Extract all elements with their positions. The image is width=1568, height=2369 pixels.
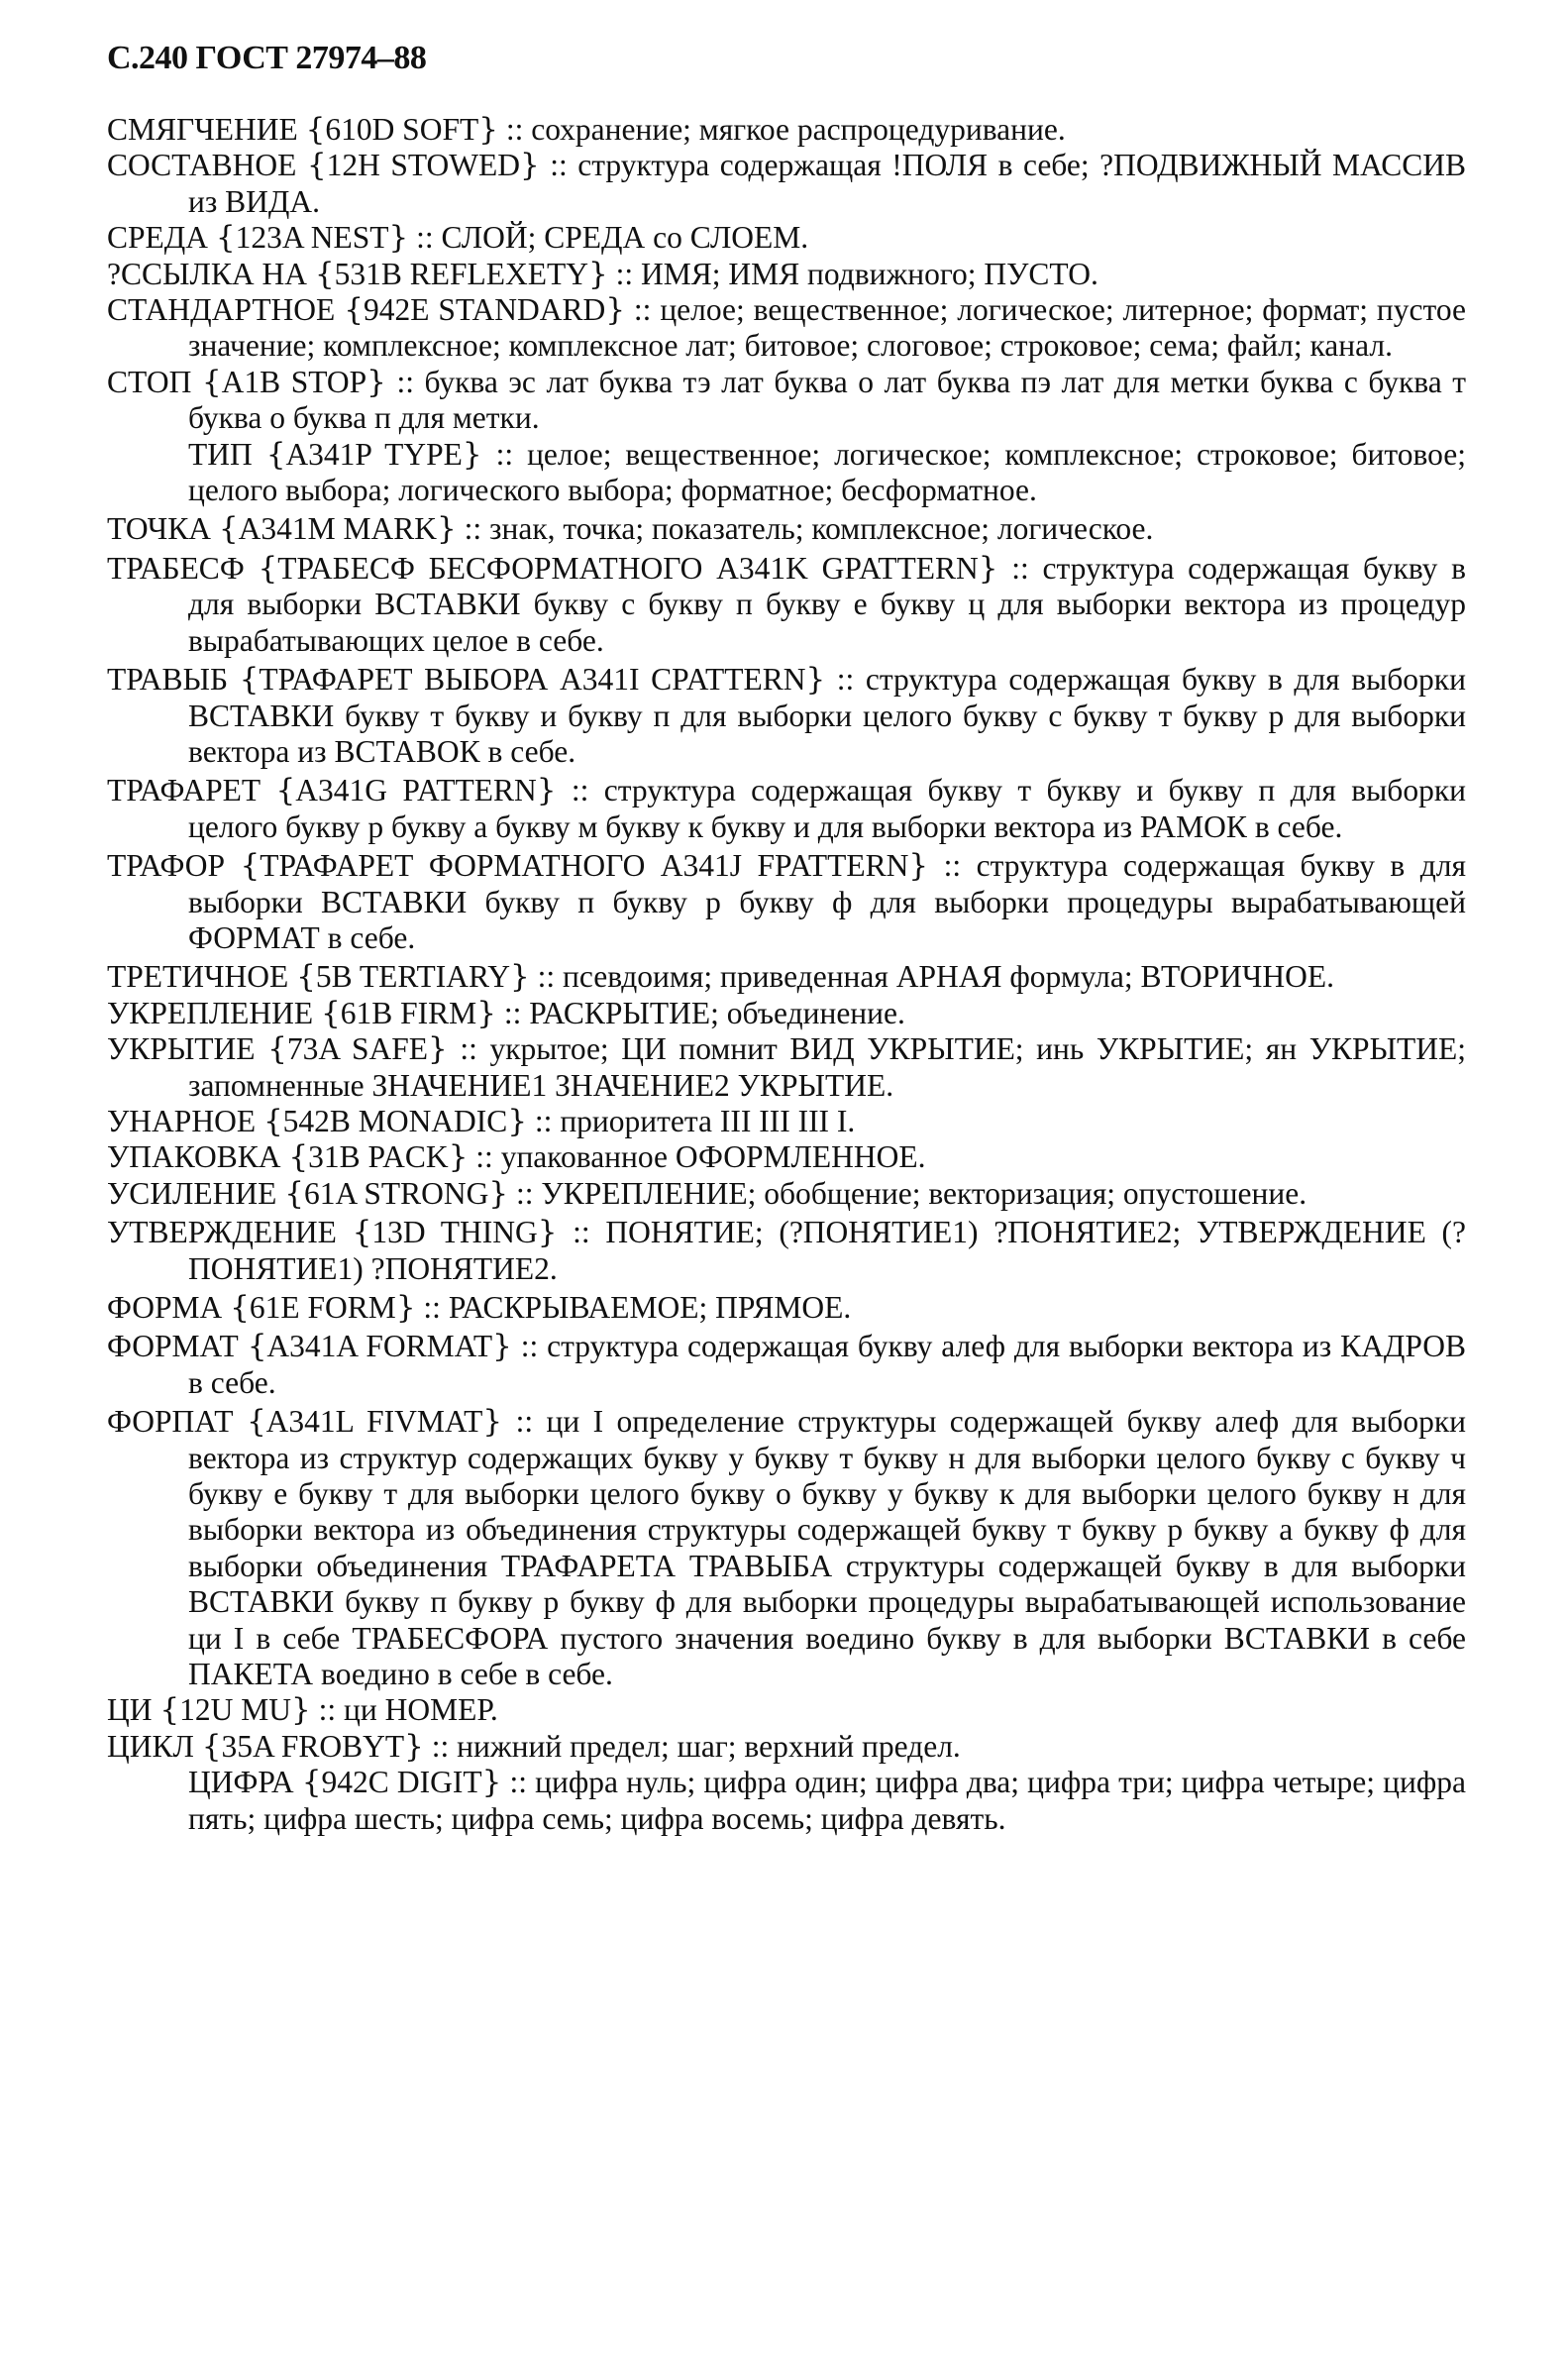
entry-term: ФОРМАТ <box>107 1329 239 1364</box>
entry-term: ТРАВЫБ <box>107 662 229 698</box>
entry-term: УКРЫТИЕ <box>107 1031 256 1067</box>
entry-term: УКРЕПЛЕНИЕ <box>107 995 314 1030</box>
entry-definition: РАСКРЫТИЕ; объединение. <box>529 995 905 1030</box>
glossary-entry: УПАКОВКА {31B PACK} :: упакованное ОФОРМЛЕННОЕ. <box>107 1139 926 1176</box>
entry-ref: 61E FORM <box>249 1290 396 1325</box>
glossary-entry: ТОЧКА {A341M MARK} :: знак, точка; показатель; комплексное; логическое. <box>107 511 1154 548</box>
entry-ref: A341L FIVMAT <box>265 1404 483 1440</box>
glossary-entry: ФОРПАТ {A341L FIVMAT} :: ци I определение структуры содержащей букву алеф для выборки вектора из структур содержащих букву у букву т букву н для выборки целого букву с букву ч букву е букву т для выборки целого букву о букву у букву к для выборки целого букву н для выборки вектора из объединения структуры содержащей букву т букву р букву а букву ф для выборки объединения ТРАФАРЕТА ТРАВЫБА структуры содержащей букву в для выборки ВСТАВКИ букву п букву р букву ф для выборки процедуры вырабатывающей использование ци I в себе ТРАБЕСФОРА пустого значения воедино букву в для выборки ВСТАВКИ в себе ПАКЕТА воедино в себе в себе. <box>107 1404 1466 1692</box>
entry-ref: A341A FORMAT <box>266 1329 493 1364</box>
glossary-entry: ФОРМАТ {A341A FORMAT} :: структура содержащая букву алеф для выборки вектора из КАДРОВ в себе. <box>107 1329 1467 1400</box>
entry-definition: ИМЯ; ИМЯ подвижного; ПУСТО. <box>640 256 1098 291</box>
entry-ref: 5B TERTIARY <box>315 959 510 995</box>
entry-ref: A341P TYPE <box>285 436 463 472</box>
entry-definition: целое; вещественное; логическое; литерное; формат; пустое значение; комплексное; комплексное лат; битовое; слоговое; строковое; сема; файл; канал. <box>188 292 1466 364</box>
entry-term: СОСТАВНОЕ <box>107 148 297 183</box>
entry-term: ЦИФРА <box>188 1765 294 1800</box>
entry-ref: 61A STRONG <box>304 1175 489 1211</box>
glossary-entry: УТВЕРЖДЕНИЕ {13D THING} :: ПОНЯТИЕ; (?ПОНЯТИЕ1) ?ПОНЯТИЕ2; УТВЕРЖДЕНИЕ (?ПОНЯТИЕ1) ?ПОНЯТИЕ2. <box>107 1215 1466 1286</box>
entry-term: ТРАФОР <box>107 848 226 884</box>
entry-ref: ТРАБЕСФ БЕСФОРМАТНОГО A341K GPATTERN <box>277 550 979 586</box>
entry-ref: A341M MARK <box>238 511 438 547</box>
entry-ref: 13D THING <box>371 1215 538 1250</box>
entry-ref: 610D SOFT <box>325 112 479 147</box>
glossary-entry: УСИЛЕНИЕ {61A STRONG} :: УКРЕПЛЕНИЕ; обобщение; векторизация; опустошение. <box>107 1175 1307 1212</box>
entry-term: УНАРНОЕ <box>107 1103 257 1138</box>
entry-definition: знак, точка; показатель; комплексное; логическое. <box>489 511 1154 547</box>
entry-definition: упакованное ОФОРМЛЕННОЕ. <box>500 1139 926 1175</box>
entry-ref: 35A FROBYT <box>221 1728 405 1764</box>
entry-term: ТИП <box>188 436 253 472</box>
entry-definition: структура содержащая букву в для выборки ВСТАВКИ букву с букву п букву е букву ц для выборки вектора из процедур вырабатывающих целое в себе. <box>188 550 1466 658</box>
entry-ref: ТРАФАРЕТ ФОРМАТНОГО A341J FPATTERN <box>260 848 909 884</box>
entry-term: ФОРПАТ <box>107 1404 234 1440</box>
entry-term: ТОЧКА <box>107 511 212 547</box>
glossary-entry: СРЕДА {123A NEST} :: СЛОЙ; СРЕДА со СЛОЕМ. <box>107 220 809 257</box>
entry-definition: структура содержащая букву в для выборки ВСТАВКИ букву т букву и букву п для выборки целого букву с букву т букву р для выборки вектора из ВСТАВОК в себе. <box>188 662 1466 769</box>
entry-ref: 61B FIRM <box>340 995 477 1030</box>
entry-term: ЦИ <box>107 1692 153 1728</box>
entry-definition: буква эс лат буква тэ лат буква о лат буква пэ лат для метки буква с буква т буква о буква п для метки. <box>188 364 1467 436</box>
entry-term: СМЯГЧЕНИЕ <box>107 112 298 147</box>
glossary-entry: ЦИ {12U MU} :: ци НОМЕР. <box>107 1692 498 1729</box>
entry-definition: структура содержащая букву алеф для выборки вектора из КАДРОВ в себе. <box>188 1329 1467 1400</box>
glossary-entry: СТОП {A1B STOP} :: буква эс лат буква тэ лат буква о лат буква пэ лат для метки буква с буква т буква о буква п для метки. <box>107 364 1467 436</box>
entry-ref: 73A SAFE <box>286 1031 429 1067</box>
entry-ref: 942E STANDARD <box>363 292 606 328</box>
entry-term: ЦИКЛ <box>107 1728 194 1764</box>
entry-term: ТРАФАРЕТ <box>107 773 261 808</box>
glossary-entry: ЦИКЛ {35A FROBYT} :: нижний предел; шаг; верхний предел. <box>107 1728 961 1765</box>
entry-ref: 542B MONADIC <box>282 1103 508 1138</box>
entry-term: ?ССЫЛКА НА <box>107 256 307 291</box>
entry-term: УПАКОВКА <box>107 1139 281 1175</box>
entry-definition: нижний предел; шаг; верхний предел. <box>457 1728 961 1764</box>
page-header: С.240 ГОСТ 27974–88 <box>107 40 427 76</box>
entry-ref: 531B REFLEXETY <box>334 256 588 291</box>
glossary-entry: ТРАВЫБ {ТРАФАРЕТ ВЫБОРА A341I CPATTERN} :: структура содержащая букву в для выборки ВСТАВКИ букву т букву и букву п для выборки целого букву с букву т букву р для выборки вектора из ВСТАВОК в себе. <box>107 662 1466 769</box>
entry-definition: РАСКРЫВАЕМОЕ; ПРЯМОЕ. <box>448 1290 852 1325</box>
entry-ref: ТРАФАРЕТ ВЫБОРА A341I CPATTERN <box>259 662 806 698</box>
entry-ref: 123A NEST <box>235 220 389 256</box>
entry-term: СТОП <box>107 364 192 399</box>
entry-ref: 31B PACK <box>308 1139 449 1175</box>
entry-definition: структура содержащая букву т букву и букву п для выборки целого букву р букву а букву м букву к букву и для выборки вектора из РАМОК в себе. <box>188 773 1466 844</box>
entry-ref: 12U MU <box>179 1692 291 1728</box>
entry-term: УСИЛЕНИЕ <box>107 1175 277 1211</box>
entry-term: ТРЕТИЧНОЕ <box>107 959 289 995</box>
glossary-entry: СОСТАВНОЕ {12H STOWED} :: структура содержащая !ПОЛЯ в себе; ?ПОДВИЖНЫЙ МАССИВ из ВИДА. <box>107 148 1466 219</box>
glossary-entries <box>107 112 1466 1837</box>
entry-term: СРЕДА <box>107 220 209 256</box>
glossary-entry: ?ССЫЛКА НА {531B REFLEXETY} :: ИМЯ; ИМЯ подвижного; ПУСТО. <box>107 256 1098 292</box>
entry-definition: приоритета III III III I. <box>560 1103 856 1138</box>
entry-definition: СЛОЙ; СРЕДА со СЛОЕМ. <box>441 220 809 256</box>
entry-definition: ци I определение структуры содержащей букву алеф для выборки вектора из структур содержащих букву у букву т букву н для выборки целого букву с букву ч букву е букву т для выборки целого букву о букву у букву к для выборки целого букву н для выборки вектора из объединения структуры содержащей букву т букву р букву а букву ф для выборки объединения ТРАФАРЕТА ТРАВЫБА структуры содержащей букву в для выборки ВСТАВКИ букву п букву р букву ф для выборки процедуры вырабатывающей использование ци I в себе ТРАБЕСФОРА пустого значения воедино букву в для выборки ВСТАВКИ в себе ПАКЕТА воедино в себе в себе. <box>188 1404 1466 1692</box>
entry-definition: структура содержащая !ПОЛЯ в себе; ?ПОДВИЖНЫЙ МАССИВ из ВИДА. <box>188 148 1466 219</box>
entry-term: УТВЕРЖДЕНИЕ <box>107 1215 337 1250</box>
entry-ref: 12H STOWED <box>326 148 520 183</box>
entry-definition: укрытое; ЦИ помнит ВИД УКРЫТИЕ; инь УКРЫТИЕ; ян УКРЫТИЕ; запомненные ЗНАЧЕНИЕ1 ЗНАЧЕНИЕ2 УКРЫТИЕ. <box>188 1031 1466 1103</box>
entry-ref: A1B STOP <box>221 364 367 399</box>
glossary-entry: УНАРНОЕ {542B MONADIC} :: приоритета III III III I. <box>107 1103 856 1139</box>
glossary-entry: СТАНДАРТНОЕ {942E STANDARD} :: целое; вещественное; логическое; литерное; формат; пустое значение; комплексное; комплексное лат; битовое; слоговое; строковое; сема; файл; канал. <box>107 292 1466 364</box>
entry-term: ФОРМА <box>107 1290 223 1325</box>
entry-definition: структура содержащая букву в для выборки ВСТАВКИ букву п букву р букву ф для выборки процедуры вырабатывающей ФОРМАТ в себе. <box>188 848 1467 955</box>
glossary-entry: ТРАФАРЕТ {A341G PATTERN} :: структура содержащая букву т букву и букву п для выборки целого букву р букву а букву м букву к букву и для выборки вектора из РАМОК в себе. <box>107 773 1466 844</box>
glossary-entry: УКРЕПЛЕНИЕ {61B FIRM} :: РАСКРЫТИЕ; объединение. <box>107 995 905 1031</box>
glossary-entry: ЦИФРА {942C DIGIT} :: цифра нуль; цифра один; цифра два; цифра три; цифра четыре; цифра пять; цифра шесть; цифра семь; цифра восемь; цифра девять. <box>188 1765 1467 1836</box>
glossary-entry: ТРЕТИЧНОЕ {5B TERTIARY} :: псевдоимя; приведенная АРНАЯ формула; ВТОРИЧНОЕ. <box>107 959 1334 996</box>
glossary-entry: ТРАБЕСФ {ТРАБЕСФ БЕСФОРМАТНОГО A341K GPATTERN} :: структура содержащая букву в для выборки ВСТАВКИ букву с букву п букву е букву ц для выборки вектора из процедур вырабатывающих целое в себе. <box>107 550 1466 658</box>
entry-definition: цифра нуль; цифра один; цифра два; цифра три; цифра четыре; цифра пять; цифра шесть; цифра семь; цифра восемь; цифра девять. <box>188 1765 1467 1836</box>
entry-definition: ци НОМЕР. <box>344 1692 498 1728</box>
entry-definition: псевдоимя; приведенная АРНАЯ формула; ВТОРИЧНОЕ. <box>562 959 1334 995</box>
glossary-entry: ТИП {A341P TYPE} :: целое; вещественное; логическое; комплексное; строковое; битовое; целого выбора; логического выбора; форматное; бесформатное. <box>188 436 1467 508</box>
entry-term: СТАНДАРТНОЕ <box>107 292 336 328</box>
entry-definition: ПОНЯТИЕ; (?ПОНЯТИЕ1) ?ПОНЯТИЕ2; УТВЕРЖДЕНИЕ (?ПОНЯТИЕ1) ?ПОНЯТИЕ2. <box>188 1215 1466 1286</box>
entry-definition: сохранение; мягкое распроцедуривание. <box>531 112 1066 147</box>
glossary-entry: ФОРМА {61E FORM} :: РАСКРЫВАЕМОЕ; ПРЯМОЕ. <box>107 1290 852 1326</box>
entry-definition: целое; вещественное; логическое; комплексное; строковое; битовое; целого выбора; логического выбора; форматное; бесформатное. <box>188 436 1467 508</box>
entry-ref: A341G PATTERN <box>295 773 537 808</box>
entry-ref: 942C DIGIT <box>321 1765 482 1800</box>
entry-definition: УКРЕПЛЕНИЕ; обобщение; векторизация; опустошение. <box>541 1175 1307 1211</box>
glossary-entry: СМЯГЧЕНИЕ {610D SOFT} :: сохранение; мягкое распроцедуривание. <box>107 112 1066 148</box>
entry-term: ТРАБЕСФ <box>107 550 245 586</box>
glossary-entry: ТРАФОР {ТРАФАРЕТ ФОРМАТНОГО A341J FPATTERN} :: структура содержащая букву в для выборки ВСТАВКИ букву п букву р букву ф для выборки процедуры вырабатывающей ФОРМАТ в себе. <box>107 848 1467 955</box>
glossary-entry: УКРЫТИЕ {73A SAFE} :: укрытое; ЦИ помнит ВИД УКРЫТИЕ; инь УКРЫТИЕ; ян УКРЫТИЕ; запомненные ЗНАЧЕНИЕ1 ЗНАЧЕНИЕ2 УКРЫТИЕ. <box>107 1031 1466 1103</box>
